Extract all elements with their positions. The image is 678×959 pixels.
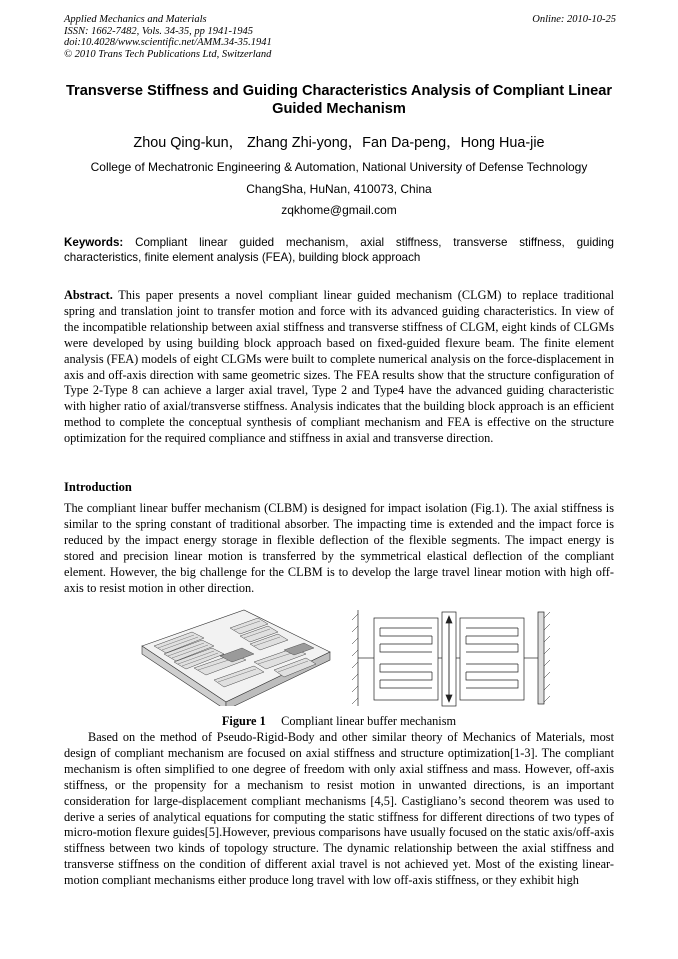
keywords-label: Keywords: (64, 236, 124, 249)
copyright-line: © 2010 Trans Tech Publications Ltd, Switzerland (64, 48, 272, 60)
intro-paragraph-2: Based on the method of Pseudo-Rigid-Body and other similar theory of Mechanics of Materials, most design of compliant mechanism are focused on axial stiffness and structure optimization[1-3]. The compliant mechanism is often simplified to one degree of freedom with only axial stiffness and mass. However, off-axis stiffness, or the propensity for a mechanism to resist motion in unwanted directions, is an important consideration for large-displacement compliant mechanisms [4,5]. Castigliano’s second theorem was used to derive a series of analytical equations for computing the static stiffness for different directions of two types of micro-motion flexure guides[5].However, previous comparisons have usually focused on the static axis/off-axis stiffness between two kinds of topology structure. The dynamic relationship between the axial stiffness and transverse stiffness on the condition of different axial travel is not achieved yet. Most of the existing linear-motion compliant mechanisms either produce long travel with low off-axis stiffness, or they exhibit high (64, 730, 614, 888)
figure-caption-text: Compliant linear buffer mechanism (265, 714, 457, 728)
mechanism-schematic (346, 606, 558, 710)
abstract (64, 288, 614, 447)
figure-caption (0, 714, 678, 729)
keywords-text: Compliant linear guided mechanism, axial stiffness, transverse stiffness, guiding characteristics, finite element analysis (FEA), building block approach (64, 236, 614, 264)
doi-line: doi:10.4028/www.scientific.net/AMM.34-35.1941 (64, 37, 272, 48)
figure-label: Figure 1 (221, 714, 266, 728)
abstract-label: Abstract. (64, 288, 113, 302)
intro-paragraph-1: The compliant linear buffer mechanism (CLBM) is designed for impact isolation (Fig.1). The axial stiffness is similar to the spring constant of traditional absorber. The impacting time is extended and the impact force is reduced by the impact energy storage in flexible deflection of the flexible segments. The impact energy is stored and precision linear motion is transferred by the symmetrical elastical deflection of the compliant element. However, the big challenge for the CLBM is to develop the large travel linear motion with high off-axis to resist motion in other direction. (64, 501, 614, 595)
affiliation-address: ChangSha, HuNan, 410073, China (246, 182, 432, 196)
paper-title: Transverse Stiffness and Guiding Characteristics Analysis of Compliant Linear Guided Mechanism (65, 83, 613, 117)
keywords (64, 235, 614, 265)
mechanism-3d-render (134, 606, 334, 706)
journal-name: Applied Mechanics and Materials (64, 14, 207, 25)
section-heading-introduction: Introduction (64, 480, 132, 494)
abstract-text: This paper presents a novel compliant linear guided mechanism (CLGM) to replace traditional spring and translation joint to transfer motion and force with its advanced guiding characteristics. In view of the incompatible relationship between axial stiffness and transverse stiffness of CLGM, eight kinds of CLGMs were developed by using building block approach based on fixed-guided flexure beam. The finite element analysis (FEA) models of eight CLGMs were built to complete numerical analysis on the force-displacement in axis and off-axis direction with same geometric sizes. The FEA results show that the structure configuration of Type 2-Type 8 can achieve a larger axial travel, Type 2 and Type4 have the advanced guiding characteristic with higher ratio of axial/transverse stiffness. Analysis indicates that the building block approach is an efficient method to complete the conceptual synthesis of compliant mechanism and FEA is effective on the structure optimization for the required compliance and stiffness in axial and transverse direction. (64, 288, 614, 446)
author-list: Zhou Qing-kun， Zhang Zhi-yong，Fan Da-peng，Hong Hua-jie (133, 135, 545, 151)
author-email: zqkhome@gmail.com (281, 203, 397, 217)
journal-header (64, 14, 616, 60)
affiliation-line: College of Mechatronic Engineering & Automation, National University of Defense Technology (90, 160, 588, 174)
online-date: Online: 2010-10-25 (532, 14, 616, 25)
issn-line: ISSN: 1662-7482, Vols. 34-35, pp 1941-1945 (64, 25, 253, 37)
